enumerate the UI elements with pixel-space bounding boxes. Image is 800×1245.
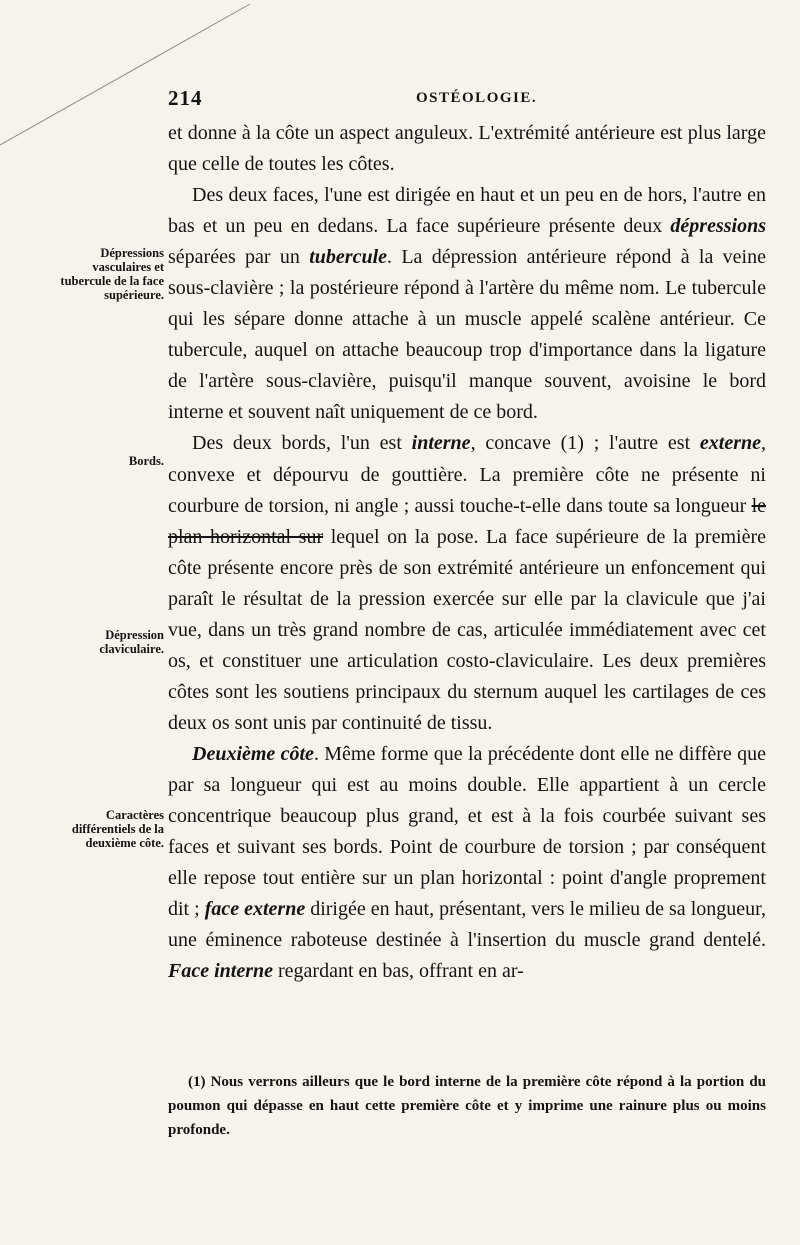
emphasized-term: dépressions [670, 215, 766, 238]
text-run: et donne à la côte un aspect anguleux. L'extrémité antérieure est plus large que celle de toutes les côtes. [168, 122, 766, 176]
emphasized-term: interne [411, 432, 471, 455]
main-text [168, 118, 766, 987]
paragraph [168, 739, 766, 987]
paragraph [168, 118, 766, 180]
footnote-text: Nous verrons ailleurs que le bord interne de la première côte répond à la portion du poumon qui dépasse en haut cette première côte et y imprime une rainure plus ou moins profonde. [168, 1074, 767, 1138]
text-run: , convexe et dépourvu de gouttière. La première côte ne présente ni courbure de torsion, ni angle ; aussi touche-t-elle dans toute sa longueur [168, 432, 766, 517]
text-run: . Même forme que la précédente dont elle ne diffère que par sa longueur qui est au moins double. Elle appartient à un cercle concentrique beaucoup plus grand, et est à la fois courbée suivant ses faces et suivant ses bords. Point de courbure de torsion ; par conséquent elle repose tout entière sur un plan horizontal : point d'angle proprement dit ; [168, 742, 767, 921]
footnote-mark: (1) [188, 1074, 206, 1090]
emphasized-term: Deuxième côte [192, 742, 314, 765]
text-run: . La dépression antérieure répond à la veine sous-clavière ; la postérieure répond à l'artère du même nom. Le tubercule qui les sépare donne attache à un muscle appelé scalène antérieur. Ce tubercule, auquel on attache beaucoup trop d'importance dans la ligature de l'artère sous-clavière, puisqu'il manque souvent, avoisine le bord interne et souvent naît uniquement de ce bord. [168, 246, 766, 424]
text-run: dirigée en haut, présentant, vers le milieu de sa longueur, une éminence raboteuse destinée à l'insertion du muscle grand dentelé. [168, 898, 766, 952]
margin-note-deuxieme-cote: Caractères différentiels de la deuxième côte. [71, 808, 164, 850]
margin-note-depression-claviculaire: Dépression claviculaire. [99, 628, 164, 656]
emphasized-term: Face interne [168, 960, 273, 983]
emphasized-term: face externe [204, 898, 306, 921]
page-header [168, 86, 768, 114]
text-run: Des deux bords, l'un est [192, 432, 412, 455]
emphasized-term: tubercule [309, 246, 388, 269]
text-run: regardant en bas, offrant en ar- [273, 960, 524, 983]
text-run: Des deux faces, l'une est dirigée en haut et un peu en de hors, l'autre en bas et un peu en dedans. La face supérieure présente deux [168, 184, 766, 238]
paragraph [168, 180, 766, 428]
margin-note-bords: Bords. [128, 454, 164, 468]
footnote [168, 1070, 766, 1142]
show-through-text [70, 150, 74, 168]
text-run: lequel on la pose. La face supérieure de la première côte présente encore près de son extrémité antérieure un enfoncement qui paraît le résultat de la pression exercée sur elle par la clavicule que j'ai vue, dans un très grand nombre de cas, articulée immédiatement avec cet os, et constituer une articulation costo-claviculaire. Les deux premières côtes sont les soutiens principaux du sternum auquel les cartilages de ces deux os sont unis par continuité de tissu. [168, 525, 766, 734]
text-run: , concave (1) ; l'autre est [470, 432, 700, 455]
struck-text: le plan horizontal sur [168, 494, 766, 548]
paragraph [168, 428, 766, 738]
running-head: OSTÉOLOGIE. [416, 90, 538, 106]
text-run: séparées par un [168, 246, 310, 269]
page-number: 214 [168, 86, 203, 110]
margin-note-depressions: Dépressions vasculaires et tubercule de la face supérieure. [60, 246, 164, 302]
emphasized-term: externe [699, 432, 761, 455]
